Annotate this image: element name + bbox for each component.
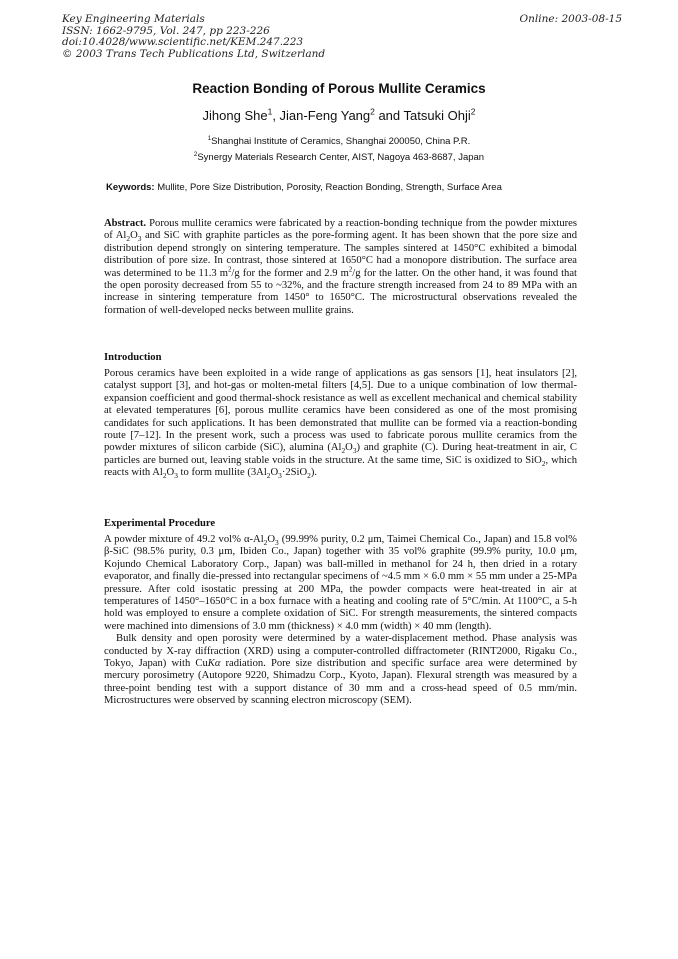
text-run: (99.99% purity, 0.2 μm, Taimei Chemical Co., Japan) and 15.8 vol% β-SiC (98.5% purity, 0.3 μm, Ibiden Co., Japan) together with 35 vol% graphite (99.9% purity, 10.0 μm, Kojundo Chemical Laboratory Corp., Japan) was ball-milled in methanol for 24 h, then dried in a rotary evaporator, and finally die-pressed into rectangular specimens of ~4.5 mm × 6.0 mm × 55 mm under a 25-MPa pressure. After cold isostatic pressing at 200 MPa, the powder compacts were heat-treated in air at temperatures of 1450°–1650°C in a box furnace with a heating and cooling rate of 5°C/min. At 1100°C, a 5-h hold was employed to ensure a complete oxidation of SiC. For strength measurements, the sintered compacts were machined into dimensions of 3.0 mm (thickness) × 4.0 mm (width) × 40 mm (length). [104,534,577,632]
text-run: Porous ceramics have been exploited in a wide range of applications as gas sensors [1], heat insulators [2], catalyst support [3], and hot-gas or molten-metal filters [4,5]. Due to a unique combination of low thermal-expansion coefficient and good thermal-shock resistance as well as excellent mechanical and chemical stability at elevated temperatures [6], porous mullite ceramics have been considered as one of the most promising candidates for such applications. It has been demonstrated that mullite can be formed via a reaction-bonding route [7–12]. In the present work, such a process was used to fabricate porous mullite ceramics from the powder mixtures of silicon carbide (SiC), alumina (Al [104,368,577,454]
subscript: 2 [266,471,271,481]
affiliation-mark: 1 [207,134,212,142]
text-run: radiation. Pore size distribution and specific surface area were determined by mercury porosimetry (Autopore 9220, Shimadzu Corp., Kyoto, Japan). Flexural strength was measured by a three-point bending test with a support distance of 30 mm and a cross-head speed of 0.5 mm/min. Microstructures were observed by scanning electron microscopy (SEM). [104,658,578,707]
text-run: O [166,467,175,479]
author-separator: , [272,108,280,123]
text-run: O [267,534,276,545]
subscript: 3 [278,471,282,481]
text-run: ·2SiO [281,467,308,479]
journal-header [62,14,622,60]
keywords [106,182,576,193]
subscript: 2 [263,538,268,548]
text-run: O [345,442,353,454]
affiliation-2 [0,152,678,163]
subscript: 2 [341,446,346,456]
subscript: 2 [541,458,546,468]
affiliation-text: Shanghai Institute of Ceramics, Shanghai 200050, China P.R. [211,136,471,147]
author-name: Jihong She [202,108,268,123]
text-run: to form mullite (3Al [177,467,267,479]
introduction-paragraph [104,368,577,480]
author-affiliation-mark: 1 [267,106,273,117]
text-run: O [270,467,279,479]
subscript: 3 [275,538,279,548]
author-name: Jian-Feng Yang [279,108,371,123]
section-heading-experimental: Experimental Procedure [104,518,216,529]
subscript: 2 [126,234,131,244]
section-heading-introduction: Introduction [104,352,162,363]
abstract-label: Abstract. [104,218,147,229]
doi-line: doi:10.4028/www.scientific.net/KEM.247.223 [62,36,304,48]
journal-name: Key Engineering Materials [62,13,205,25]
text-run: and SiC with graphite particles as the pore-forming agent. It has been shown that the pore size and distribution depend strongly on sintering temperature. The samples sintered at 1450°C exhibited a bimodal distribution of pore size. In contrast, those sintered at 1650°C had a monopore distribution. The surface area was determined to be 11.3 m [104,230,577,279]
subscript: 2 [162,471,167,481]
text-run: O [130,230,138,242]
copyright-line: © 2003 Trans Tech Publications Ltd, Switzerland [62,47,326,60]
issn-line: ISSN: 1662-9795, Vol. 247, pp 223-226 [62,24,270,37]
experimental-section [104,534,577,708]
author-name: Tatsuki Ohji [403,108,471,123]
experimental-paragraph-2 [104,633,577,707]
text-run: ). [310,467,318,479]
author-list [0,108,678,123]
text-run: A powder mixture of 49.2 vol% α-Al [104,534,264,545]
online-date: Online: 2003-08-15 [519,13,622,25]
text-run: , which reacts with Al [104,454,577,479]
text-run: /g for the former and 2.9 m [231,267,349,279]
keywords-text: Mullite, Pore Size Distribution, Porosity, Reaction Bonding, Strength, Surface Area [154,182,502,193]
author-separator: and [374,108,404,123]
affiliation-mark: 2 [193,150,198,158]
text-run: Porous mullite ceramics were fabricated by a reaction-bonding technique from the powder mixtures of Al [104,218,577,242]
subscript: 3 [352,446,357,456]
subscript: 3 [137,234,142,244]
text-run: ) and graphite (C). During heat-treatment in air, C particles are burned out, leaving stable voids in the structure. At the same time, SiC is oxidized to SiO [104,442,577,466]
experimental-paragraph-1 [104,534,577,633]
affiliation-1 [0,136,678,147]
abstract [104,218,577,317]
text-run: /g for the latter. On the other hand, it was found that the open porosity decreased from 55 to ~32%, and the fracture strength increased from 24 to 89 MPa with an increase in sintering temperature from 1450° to 1650°C. The microstructural observations revealed the formation of well-developed necks between mullite grains. [104,267,578,316]
text-run: Bulk density and open porosity were determined by a water-displacement method. Phase analysis was conducted by X-ray diffraction (XRD) using a computer-controlled diffractometer (RINT2000, Rigaku Co., Tokyo, Japan) with Cu [104,633,577,670]
superscript: 2 [348,266,353,274]
keywords-label: Keywords: [106,182,155,193]
subscript: 3 [174,471,178,481]
text-run-italic: Kα [207,658,221,670]
author-affiliation-mark: 2 [470,106,476,117]
affiliation-text: Synergy Materials Research Center, AIST, Nagoya 463-8687, Japan [197,152,485,163]
subscript: 2 [307,471,311,481]
author-affiliation-mark: 2 [370,106,375,117]
introduction-section [104,368,577,480]
paper-title: Reaction Bonding of Porous Mullite Ceramics [192,81,486,96]
superscript: 2 [227,266,232,274]
abstract-paragraph [104,218,577,317]
